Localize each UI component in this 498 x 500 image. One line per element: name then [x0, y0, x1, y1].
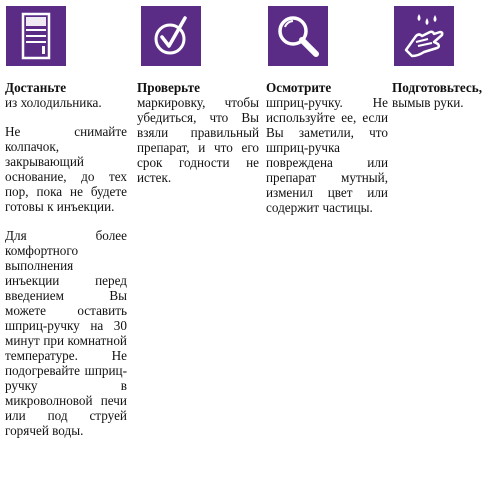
- step-text: Для более комфортного выполнения инъекции перед введением Вы можете оставить шприц-ручку на 30 минут при комнатной температуре. Не подогревайте шприц-ручку в микроволновой печи или под струей горячей воды.: [5, 228, 127, 438]
- refrigerator-icon: [6, 6, 66, 66]
- step-text: вымыв руки.: [392, 95, 464, 110]
- step-check: [137, 6, 259, 185]
- checkmark-circle-icon: [141, 6, 201, 66]
- step-prepare: [392, 6, 496, 110]
- step-take-out: [5, 6, 127, 438]
- wash-hands-icon: [394, 6, 454, 66]
- step-title: Достаньте: [5, 80, 67, 95]
- step-text: из холодильника.: [5, 95, 102, 110]
- magnifier-icon: [268, 6, 328, 66]
- step-text: Не снимайте колпачок, закрывающий основание, до тех пор, пока не будете готовы к инъекции.: [5, 124, 127, 214]
- step-title: Подготовьтесь,: [392, 80, 482, 95]
- step-text: шприц-ручку. Не используйте ее, если Вы заметили, что шприц-ручка повреждена или препарат мутный, изменил цвет или содержит частицы.: [266, 95, 388, 215]
- step-inspect: [266, 6, 388, 215]
- step-title: Проверьте: [137, 80, 200, 95]
- step-text: маркировку, чтобы убедиться, что Вы взяли правильный препарат, и что его срок годности не истек.: [137, 95, 259, 185]
- step-title: Осмотрите: [266, 80, 332, 95]
